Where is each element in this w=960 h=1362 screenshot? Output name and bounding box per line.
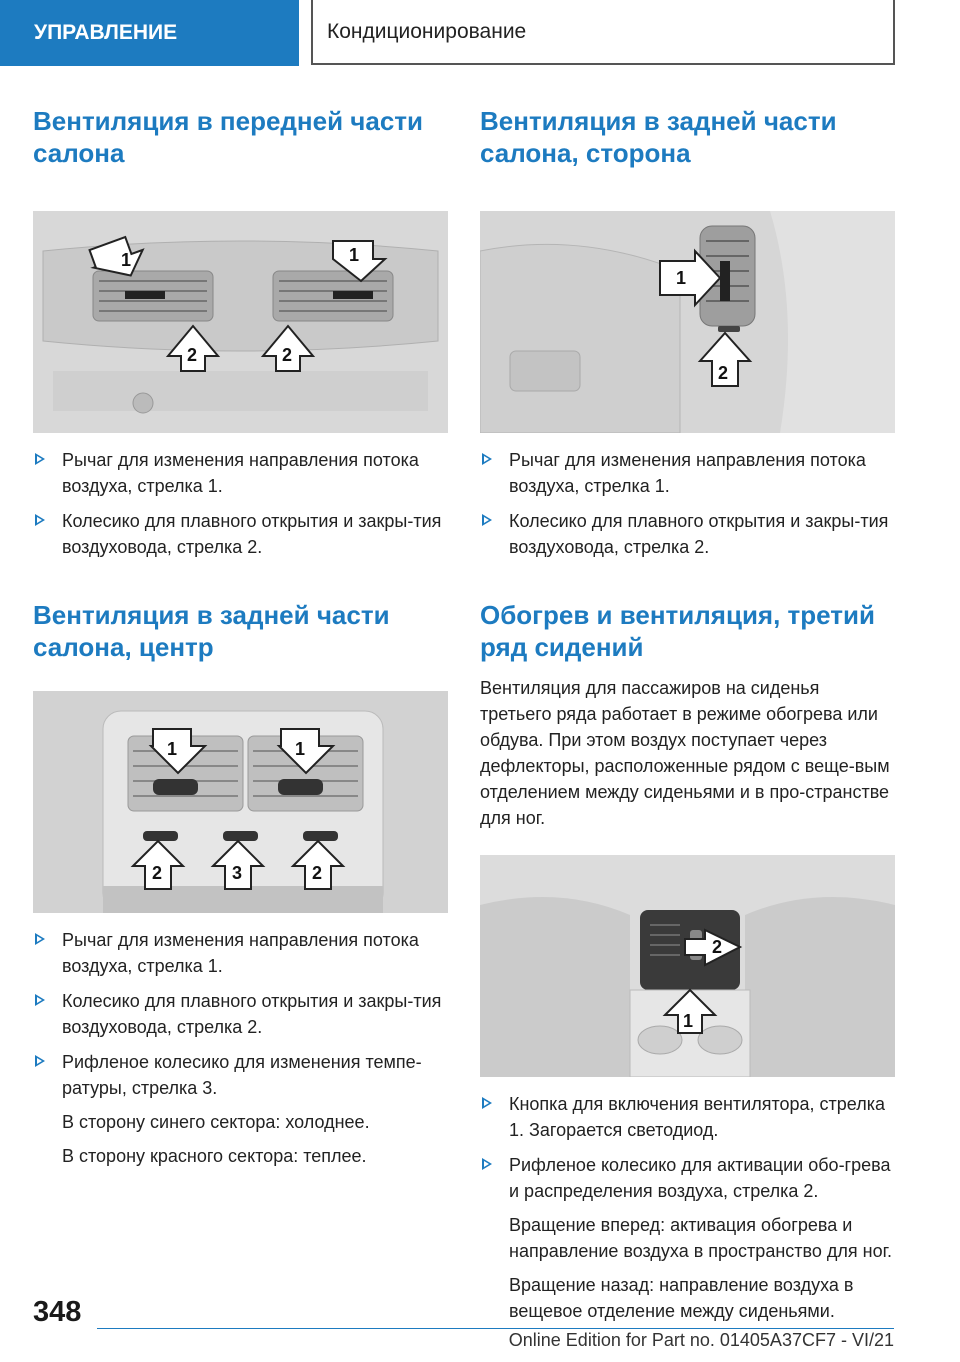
figure-label: 2 [312, 863, 323, 883]
triangle-bullet-icon [482, 514, 492, 526]
section-title: УПРАВЛЕНИЕ [34, 21, 178, 44]
chapter-title: Кондиционирование [327, 19, 527, 43]
figure-label: 1 [295, 739, 306, 759]
list-item: Рычаг для изменения направления потока воздуха, стрелка 1. [33, 927, 448, 979]
section-heading-rear-side: Вентиляция в задней части салона, сторона [480, 106, 837, 168]
list-item: Кнопка для включения вентилятора, стрелка 1. Загорается светодиод. [480, 1091, 895, 1143]
figure-label: 1 [349, 245, 360, 265]
section-heading-rear-center: Вентиляция в задней части салона, центр [33, 600, 390, 662]
footer-edition: Online Edition for Part no. 01405A37CF7 - VI/21 [508, 1330, 894, 1350]
third-row-illustration [480, 855, 895, 1077]
note: В сторону синего сектора: холоднее. [62, 1112, 370, 1132]
figure-label: 1 [167, 739, 178, 759]
third-row-paragraph: Вентиляция для пассажиров на сиденья третьего ряда работает в режиме обогрева или обдува. При этом воздух поступает через дефлекторы, расположенные рядом с веще-вым отделением между сиденьями и в про-странстве для ног. [480, 678, 890, 828]
note: Вращение назад: направление воздуха в вещевое отделение между сиденьями. [509, 1275, 854, 1321]
list-item: Колесико для плавного открытия и закры-тия воздуховода, стрелка 2. [33, 988, 448, 1040]
list-item: Колесико для плавного открытия и закры-тия воздуховода, стрелка 2. [480, 508, 895, 560]
rear-side-illustration [480, 211, 895, 433]
list-item: Колесико для плавного открытия и закры-тия воздуховода, стрелка 2. [33, 508, 448, 560]
triangle-bullet-icon [482, 1158, 492, 1170]
triangle-bullet-icon [482, 453, 492, 465]
rear-side-figure [480, 211, 895, 433]
section-heading-front-vent: Вентиляция в передней части салона [33, 106, 424, 168]
list-item: Рычаг для изменения направления потока воздуха, стрелка 1. [33, 447, 448, 499]
figure-label: 1 [683, 1011, 694, 1031]
front-vent-illustration [33, 211, 448, 433]
triangle-bullet-icon [35, 514, 45, 526]
triangle-bullet-icon [35, 933, 45, 945]
figure-label: 2 [282, 345, 293, 365]
figure-label: 1 [676, 268, 687, 288]
list-item: Рифленое колесико для изменения темпе-ратуры, стрелка 3. В сторону синего сектора: холоднее. В сторону красного сектора: теплее. [33, 1049, 448, 1169]
footer-divider [97, 1328, 894, 1329]
front-vent-figure [33, 211, 448, 433]
third-row-figure [480, 855, 895, 1077]
rear-center-figure [33, 691, 448, 913]
section-tab [0, 0, 299, 66]
right-column [480, 105, 895, 1333]
section-heading-third-row: Обогрев и вентиляция, третий ряд сидений [480, 600, 875, 662]
figure-label: 2 [187, 345, 198, 365]
figure-label: 1 [121, 250, 132, 270]
rear-center-list [33, 927, 448, 1169]
third-row-list [480, 1091, 895, 1324]
list-item: Рифленое колесико для активации обо-грева и распределения воздуха, стрелка 2. Вращение вперед: активация обогрева и направление воздуха в пространство для ног. Вращение назад: направление воздуха в вещевое отделение между сиденьями. [480, 1152, 895, 1324]
note: В сторону красного сектора: теплее. [62, 1146, 367, 1166]
figure-label: 3 [232, 863, 243, 883]
triangle-bullet-icon [482, 1097, 492, 1109]
page-number: 348 [33, 1296, 82, 1328]
figure-label: 2 [712, 937, 723, 957]
triangle-bullet-icon [35, 1055, 45, 1067]
left-column [33, 105, 448, 1178]
chapter-header [311, 0, 895, 65]
note: Вращение вперед: активация обогрева и направление воздуха в пространство для ног. [509, 1215, 892, 1261]
rear-center-illustration [33, 691, 448, 913]
figure-label: 2 [152, 863, 163, 883]
triangle-bullet-icon [35, 994, 45, 1006]
front-vent-list [33, 447, 448, 560]
rear-side-list [480, 447, 895, 560]
list-item: Рычаг для изменения направления потока воздуха, стрелка 1. [480, 447, 895, 499]
triangle-bullet-icon [35, 453, 45, 465]
figure-label: 2 [718, 363, 729, 383]
